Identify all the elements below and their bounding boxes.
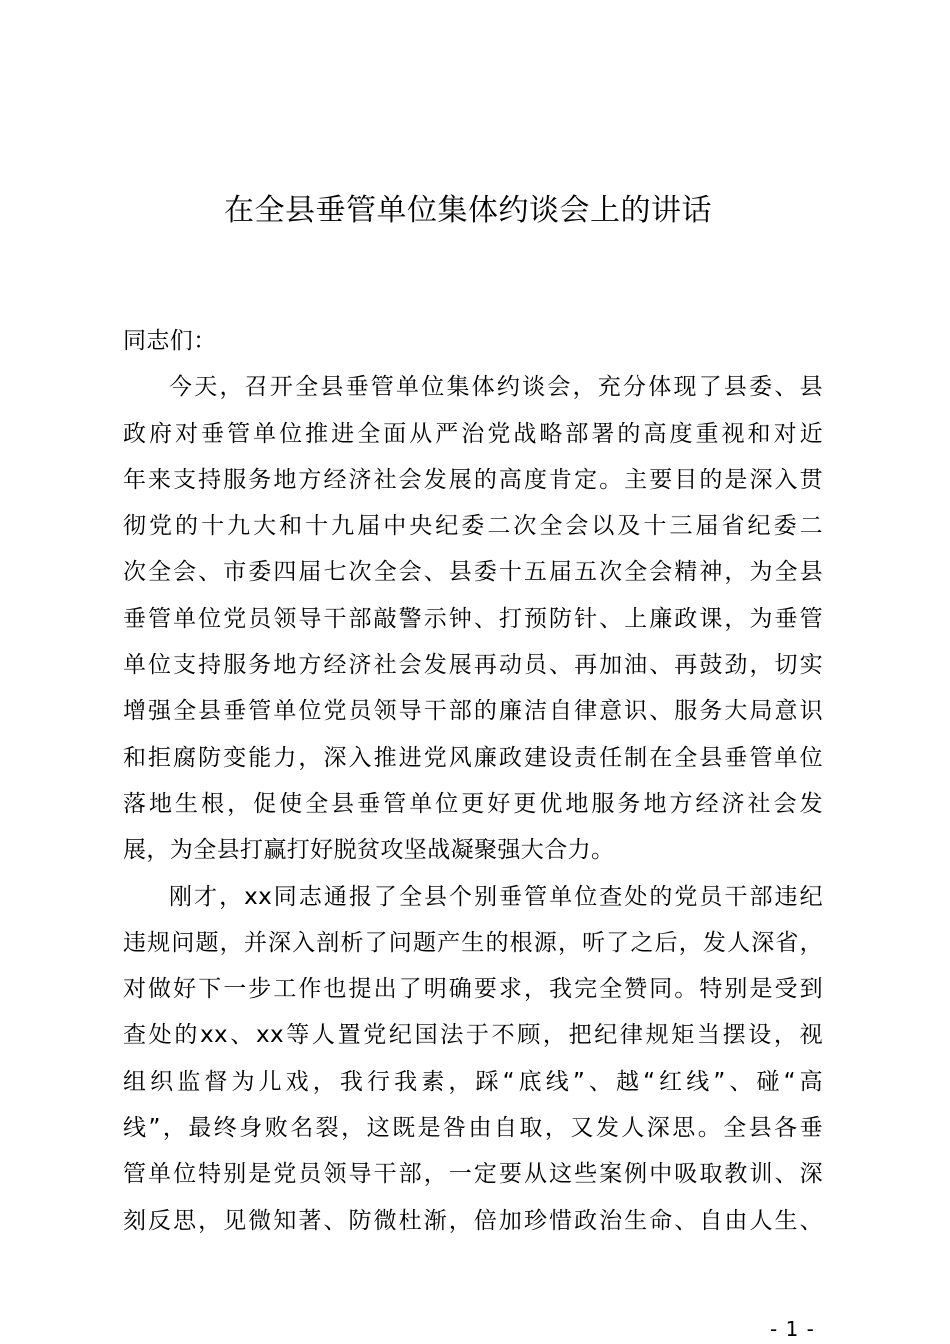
paragraph-line: 对做好下一步工作也提出了明确要求，我完全赞同。特别是受到 bbox=[123, 976, 823, 1003]
paragraph-line: 增强全县垂管单位党员领导干部的廉洁自律意识、服务大局意识 bbox=[123, 698, 823, 725]
paragraph-line: 违规问题，并深入剖析了问题产生的根源，听了之后，发人深省， bbox=[123, 929, 823, 956]
document-body bbox=[123, 318, 823, 1244]
paragraph-line: 垂管单位党员领导干部敲警示钟、打预防针、上廉政课，为垂管 bbox=[123, 605, 823, 632]
paragraph-line: 刚才，xx同志通报了全县个别垂管单位查处的党员干部违纪 bbox=[169, 883, 823, 910]
paragraph-line: 政府对垂管单位推进全面从严治党战略部署的高度重视和对近 bbox=[123, 420, 823, 447]
paragraph-line: 年来支持服务地方经济社会发展的高度肯定。主要目的是深入贯 bbox=[123, 466, 823, 493]
paragraph-line: 刻反思，见微知著、防微杜渐，倍加珍惜政治生命、自由人生、 bbox=[123, 1207, 823, 1234]
paragraph-line: 展，为全县打赢打好脱贫攻坚战凝聚强大合力。 bbox=[123, 837, 615, 864]
paragraph-line: 彻党的十九大和十九届中央纪委二次全会以及十三届省纪委二 bbox=[123, 513, 823, 540]
page-number: - 1 - bbox=[770, 1317, 815, 1341]
document-title: 在全县垂管单位集体约谈会上的讲话 bbox=[224, 193, 712, 228]
paragraph-line: 单位支持服务地方经济社会发展再动员、再加油、再鼓劲，切实 bbox=[123, 652, 823, 679]
paragraph-2 bbox=[123, 874, 823, 1244]
paragraph-line: 落地生根，促使全县垂管单位更好更优地服务地方经济社会发 bbox=[123, 790, 823, 817]
paragraph-line: 组织监督为儿戏，我行我素，踩“底线”、越“红线”、碰“高 bbox=[123, 1068, 823, 1095]
paragraph-line: 管单位特别是党员领导干部，一定要从这些案例中吸取教训、深 bbox=[123, 1161, 823, 1188]
paragraph-line: 今天，召开全县垂管单位集体约谈会，充分体现了县委、县 bbox=[169, 374, 823, 401]
paragraph-1 bbox=[123, 364, 823, 873]
paragraph-line: 线”，最终身败名裂，这既是咎由自取，又发人深思。全县各垂 bbox=[123, 1115, 823, 1142]
salutation: 同志们： bbox=[123, 328, 217, 354]
paragraph-line: 和拒腐防变能力，深入推进党风廉政建设责任制在全县垂管单位 bbox=[123, 744, 823, 771]
paragraph-line: 次全会、市委四届七次全会、县委十五届五次全会精神，为全县 bbox=[123, 559, 823, 586]
paragraph-line: 查处的xx、xx等人置党纪国法于不顾，把纪律规矩当摆设，视 bbox=[123, 1022, 823, 1049]
